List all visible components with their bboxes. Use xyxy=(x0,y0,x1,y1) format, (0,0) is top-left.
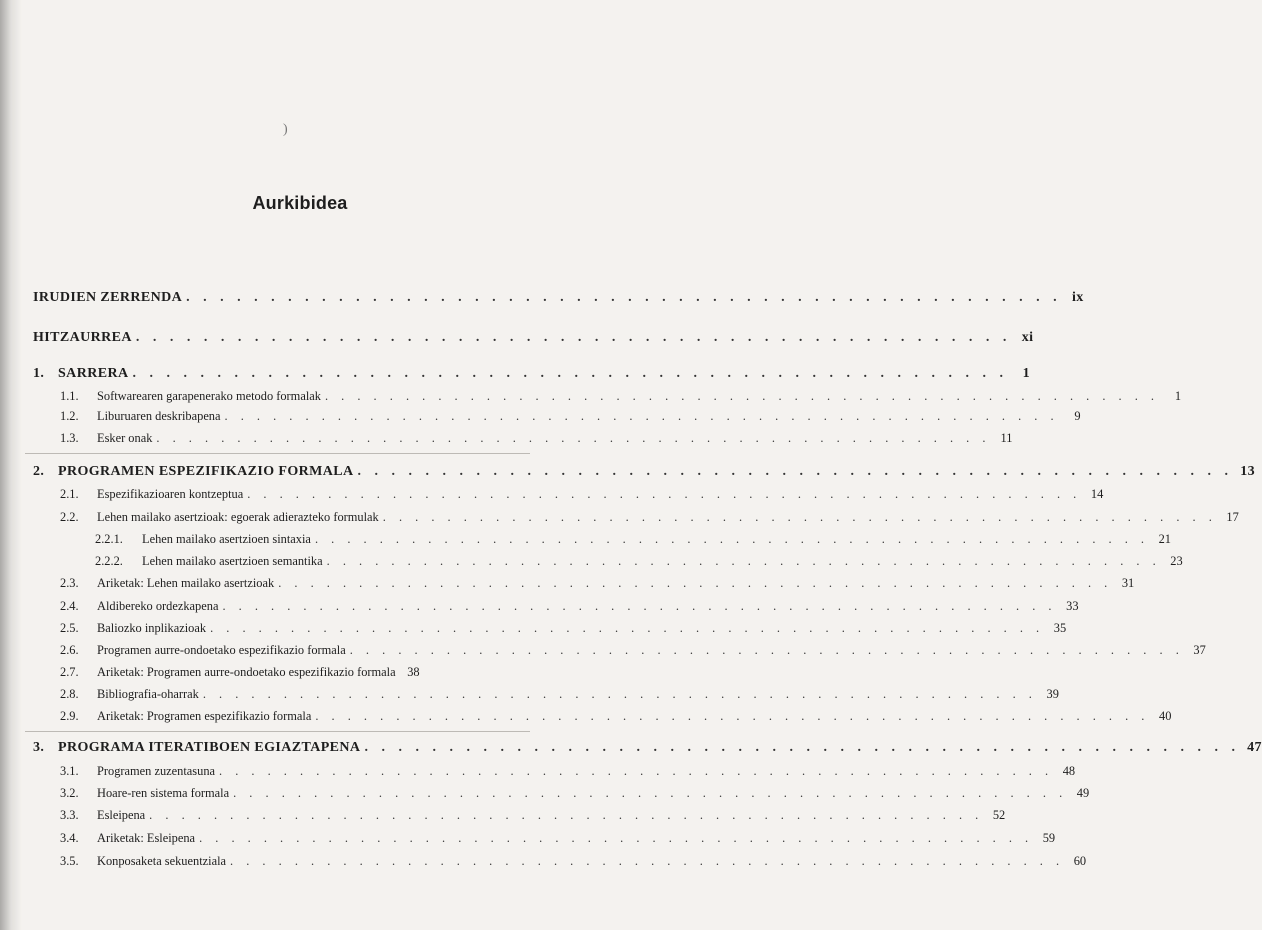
toc-entry-label: PROGRAMEN ESPEZIFIKAZIO FORMALA xyxy=(58,464,354,479)
dot-leader: . . . . . . . . . . . . . . . . . . . . . . . . . . . . . . . . . . . . . . . . . . . . . . . . . . . . xyxy=(278,576,1113,590)
toc-entry-label: Ariketak: Programen aurre-ondoetako espezifikazio formala xyxy=(97,665,396,679)
toc-section xyxy=(60,409,1081,424)
toc-section xyxy=(60,431,1013,446)
toc-page-number: 60 xyxy=(1073,854,1087,868)
toc-page-number: 49 xyxy=(1076,786,1090,800)
toc-entry-label: PROGRAMA ITERATIBOEN EGIAZTAPENA xyxy=(58,740,361,755)
toc-entry-hitzaurrea xyxy=(33,330,1034,346)
toc-entry-label: Programen zuzentasuna xyxy=(97,764,216,778)
toc-entry-label: Ariketak: Lehen mailako asertzioak xyxy=(97,576,275,590)
toc-subsection xyxy=(95,554,1183,569)
toc-subsection xyxy=(95,532,1171,547)
dot-leader: . . . . . . . . . . . . . . . . . . . . . . . . . . . . . . . . . . . . . . . . . . . . . . . . . . . . xyxy=(222,599,1057,613)
dot-leader: . . . . . . . . . . . . . . . . . . . . . . . . . . . . . . . . . . . . . . . . . . . . . . . . . . . . xyxy=(210,621,1045,635)
toc-section xyxy=(60,764,1076,779)
toc-entry-label: Bibliografia-oharrak xyxy=(97,687,199,701)
toc-chapter-number: 2. xyxy=(33,464,45,479)
toc-section-number: 3.4. xyxy=(60,831,79,845)
dot-leader: . . . . . . . . . . . . . . . . . . . . . . . . . . . . . . . . . . . . . . . . . . . . . . . . . . . . xyxy=(186,290,1062,305)
toc-page-number: 59 xyxy=(1042,831,1056,845)
toc-entry-label: IRUDIEN ZERRENDA xyxy=(33,290,183,305)
binding-shadow xyxy=(0,0,22,930)
dot-leader: . . . . . . . . . . . . . . . . . . . . . . . . . . . . . . . . . . . . . . . . . . . . . . . . . . . . xyxy=(364,740,1240,755)
toc-entry-label: HITZAURREA xyxy=(33,330,132,345)
toc-section-number: 3.1. xyxy=(60,764,79,778)
toc-section xyxy=(60,854,1087,869)
toc-page-number: 9 xyxy=(1074,409,1081,423)
toc-entry-label: Esker onak xyxy=(97,431,153,445)
toc-section-number: 3.5. xyxy=(60,854,79,868)
toc-chapter-number: 3. xyxy=(33,740,45,755)
toc-section-number: 2.6. xyxy=(60,643,79,657)
toc-page-number: 14 xyxy=(1090,487,1104,501)
toc-section-number: 2.2. xyxy=(60,510,79,524)
toc-page-number: 31 xyxy=(1121,576,1135,590)
toc-section xyxy=(60,576,1135,591)
toc-entry-label: Espezifikazioaren kontzeptua xyxy=(97,487,244,501)
toc-section-number: 2.5. xyxy=(60,621,79,635)
toc-section-number: 2.7. xyxy=(60,665,79,679)
toc-page-number: 52 xyxy=(992,808,1006,822)
toc-section xyxy=(60,599,1079,614)
toc-page-number: 13 xyxy=(1240,464,1256,479)
toc-section-number: 1.2. xyxy=(60,409,79,423)
dot-leader: . . . . . . . . . . . . . . . . . . . . . . . . . . . . . . . . . . . . . . . . . . . . . . . . . . . . xyxy=(199,831,1034,845)
toc-section xyxy=(60,808,1006,823)
toc-page-number: 21 xyxy=(1158,532,1171,546)
dot-leader: . . . . . . . . . . . . . . . . . . . . . . . . . . . . . . . . . . . . . . . . . . . . . . . . . . . . xyxy=(315,709,1150,723)
toc-section xyxy=(60,510,1239,525)
toc-entry-label: Esleipena xyxy=(97,808,146,822)
toc-chapter-number: 1. xyxy=(33,366,45,381)
dot-leader: . . . . . . . . . . . . . . . . . . . . . . . . . . . . . . . . . . . . . . . . . . . . . . . . . . . . xyxy=(247,487,1082,501)
toc-page-number: 17 xyxy=(1226,510,1239,524)
toc-entry-label: Programen aurre-ondoetako espezifikazio formala xyxy=(97,643,346,657)
toc-section xyxy=(60,709,1172,724)
toc-page-number: 1 xyxy=(1174,389,1182,403)
toc-section-number: 1.3. xyxy=(60,431,79,445)
toc-page-number: 47 xyxy=(1247,740,1262,755)
toc-entry-label: Hoare-ren sistema formala xyxy=(97,786,230,800)
dot-leader: . . . . . . . . . . . . . . . . . . . . . . . . . . . . . . . . . . . . . . . . . . . . . . . . . . . . xyxy=(233,786,1068,800)
dot-leader: . . . . . . . . . . . . . . . . . . . . . . . . . . . . . . . . . . . . . . . . . . . . . . . . . . . . xyxy=(382,510,1217,524)
toc-section xyxy=(60,687,1059,702)
toc-subsection-number: 2.2.2. xyxy=(95,554,123,568)
toc-section xyxy=(60,389,1182,404)
toc-entry-label: Softwarearen garapenerako metodo formalak xyxy=(97,389,321,403)
toc-page-number: 38 xyxy=(407,665,420,679)
dot-leader: . . . . . . . . . . . . . . . . . . . . . . . . . . . . . . . . . . . . . . . . . . . . . . . . . . . . xyxy=(326,554,1161,568)
dot-leader: . . . . . . . . . . . . . . . . . . . . . . . . . . . . . . . . . . . . . . . . . . . . . . . . . . . . xyxy=(149,808,984,822)
toc-entry-label: Lehen mailako asertzioak: egoerak adierazteko formulak xyxy=(97,510,379,524)
toc-section xyxy=(60,487,1104,502)
toc-entry-irudien-zerrenda xyxy=(33,290,1084,306)
toc-entry-label: Lehen mailako asertzioen sintaxia xyxy=(142,532,311,546)
page-title: Aurkibidea xyxy=(252,193,348,213)
toc-chapter-2 xyxy=(33,464,1256,480)
divider xyxy=(25,453,530,454)
toc-page-number: 40 xyxy=(1159,709,1172,723)
toc-page-number: 23 xyxy=(1170,554,1183,568)
toc-section-number: 2.4. xyxy=(60,599,79,613)
toc-page-number: 11 xyxy=(1000,431,1013,445)
toc-section xyxy=(60,831,1056,846)
toc-page-number: 1 xyxy=(1022,366,1030,381)
dot-leader: . . . . . . . . . . . . . . . . . . . . . . . . . . . . . . . . . . . . . . . . . . . . . . . . . . . . xyxy=(349,643,1184,657)
toc-section-number: 3.2. xyxy=(60,786,79,800)
toc-page-number: 48 xyxy=(1062,764,1076,778)
toc-page-number: 35 xyxy=(1053,621,1067,635)
toc-section-number: 1.1. xyxy=(60,389,79,403)
toc-page-number: ix xyxy=(1071,290,1084,305)
toc-entry-label: Ariketak: Programen espezifikazio formala xyxy=(97,709,312,723)
toc-chapter-3 xyxy=(33,740,1262,756)
toc-section xyxy=(60,786,1090,801)
toc-entry-label: Baliozko inplikazioak xyxy=(97,621,207,635)
toc-entry-label: Lehen mailako asertzioen semantika xyxy=(142,554,323,568)
toc-subsection-number: 2.2.1. xyxy=(95,532,123,546)
dot-leader: . . . . . . . . . . . . . . . . . . . . . . . . . . . . . . . . . . . . . . . . . . . . . . . . . . . . xyxy=(132,366,1008,381)
toc-section xyxy=(60,643,1206,658)
divider xyxy=(25,731,530,732)
toc-entry-label: Liburuaren deskribapena xyxy=(97,409,221,423)
dot-leader: . . . . . . . . . . . . . . . . . . . . . . . . . . . . . . . . . . . . . . . . . . . . . . . . . . . . xyxy=(314,532,1149,546)
toc-section-number: 2.8. xyxy=(60,687,79,701)
toc-page-number: xi xyxy=(1021,330,1034,345)
toc-section xyxy=(60,665,520,680)
toc-entry-label: Aldibereko ordezkapena xyxy=(97,599,219,613)
toc-section-number: 3.3. xyxy=(60,808,79,822)
toc-entry-label: Ariketak: Esleipena xyxy=(97,831,196,845)
dot-leader: . . . . . . . . . . . . . . . . . . . . . . . . . . . . . . . . . . . . . . . . . . . . . . . . . . . . xyxy=(219,764,1054,778)
toc-page-number: 33 xyxy=(1066,599,1079,613)
dot-leader: . . . . . . . . . . . . . . . . . . . . . . . . . . . . . . . . . . . . . . . . . . . . . . . . . . . . xyxy=(357,464,1234,479)
toc-section xyxy=(60,621,1067,636)
toc-page-number: 37 xyxy=(1193,643,1206,657)
dot-leader: . . . . . . . . . . . . . . . . . . . . . . . . . . . . . . . . . . . . . . . . . . . . . . . . . . . . xyxy=(324,389,1160,403)
dot-leader: . . . . . . . . . . . . . . . . . . . . . . . . . . . . . . . . . . . . . . . . . . . . . . . . . . . . xyxy=(135,330,1012,345)
toc-chapter-1 xyxy=(33,366,1030,382)
toc-section-number: 2.1. xyxy=(60,487,79,501)
page-mark: ) xyxy=(283,122,288,137)
toc-section-number: 2.9. xyxy=(60,709,79,723)
toc-entry-label: SARRERA xyxy=(58,366,129,381)
toc-entry-label: Konposaketa sekuentziala xyxy=(97,854,227,868)
dot-leader: . . . . . . . . . . . . . . . . . . . . . . . . . . . . . . . . . . . . . . . . . . . . . . . . . . . . xyxy=(156,431,991,445)
dot-leader: . . . . . . . . . . . . . . . . . . . . . . . . . . . . . . . . . . . . . . . . . . . . . . . . . . . . xyxy=(230,854,1065,868)
dot-leader: . . . . . . . . . . . . . . . . . . . . . . . . . . . . . . . . . . . . . . . . . . . . . . . . . . . . xyxy=(224,409,1059,423)
toc-page-number: 39 xyxy=(1046,687,1059,701)
toc-section-number: 2.3. xyxy=(60,576,79,590)
dot-leader: . . . . . . . . . . . . . . . . . . . . . . . . . . . . . . . . . . . . . . . . . . . . . . . . . . . . xyxy=(202,687,1037,701)
